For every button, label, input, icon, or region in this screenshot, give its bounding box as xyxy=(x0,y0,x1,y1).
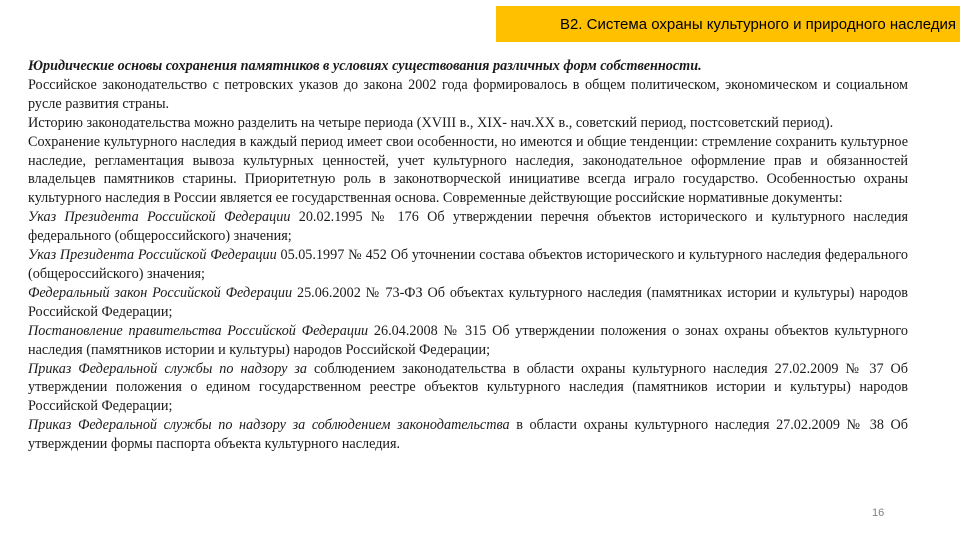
document-text: 20.02.1995 № 176 Об утверждении перечня объектов исторического и культурного наследия федерального (общероссийского) значения; xyxy=(28,209,908,245)
document-type: Указ Президента Российской Федерации xyxy=(28,209,291,226)
section-heading: Юридические основы сохранения памятников в условиях существования различных форм собственности. xyxy=(28,58,702,74)
document-entry xyxy=(28,416,908,454)
paragraph-legislation-periods: Историю законодательства можно разделить на четыре периода (XVIII в., XIX- нач.XX в., советский период, постсоветский период). xyxy=(28,114,834,131)
paragraph-heritage-tendencies: Сохранение культурного наследия в каждый период имеет свои особенности, но имеются и общие тенденции: стремление сохранить культурное наследие, регламентация вывоза культурных ценностей, учет культурного наследия, законодательное оформление прав и обязанностей владельцев памятников старины. Приоритетную роль в законотворческой инициативе всегда играло государство. Особенностью охраны культурного наследия в России является ее государственная основа. Современные действующие российские нормативные документы: xyxy=(28,133,908,207)
slide-title-banner xyxy=(496,6,960,42)
paragraph-legislation-context: Российское законодательство с петровских указов до закона 2002 года формировалось в общем политическом, экономическом и социальном русле развития страны. xyxy=(28,76,908,112)
document-entry xyxy=(28,246,908,284)
document-text: 05.05.1997 № 452 Об уточнении состава объектов исторического и культурного наследия федерального (общероссийского) значения; xyxy=(28,247,908,282)
document-entry xyxy=(28,360,908,417)
page-number: 16 xyxy=(872,507,885,519)
document-text: 26.04.2008 № 315 Об утверждении положения о зонах охраны объектов культурного наследия (памятников истории и культуры) народов Российской Федерации; xyxy=(28,322,908,358)
document-entry xyxy=(28,284,908,322)
document-text: в области охраны культурного наследия 27.02.2009 № 38 Об утверждении формы паспорта объекта культурного наследия. xyxy=(28,417,909,453)
slide-body xyxy=(28,57,908,454)
document-type: Приказ Федеральной службы по надзору за xyxy=(28,360,307,377)
document-type: Указ Президента Российской Федерации xyxy=(28,247,277,264)
document-type: Федеральный закон Российской Федерации xyxy=(28,284,293,301)
document-entry xyxy=(28,322,908,360)
document-text: 25.06.2002 № 73-ФЗ Об объектах культурного наследия (памятниках истории и культуры) народов Российской Федерации; xyxy=(28,284,908,320)
document-text: соблюдением законодательства в области охраны культурного наследия 27.02.2009 № 37 Об утверждении положения о едином государственном реестре объектов культурного наследия (памятников истории и культуры) народов Российской Федерации; xyxy=(28,360,908,415)
document-entry xyxy=(28,208,908,246)
document-type: Постановление правительства Российской Федерации xyxy=(28,322,369,339)
document-type: Приказ Федеральной службы по надзору за соблюдением законодательства xyxy=(28,417,510,434)
slide-title: В2. Система охраны культурного и природного наследия xyxy=(559,15,956,33)
